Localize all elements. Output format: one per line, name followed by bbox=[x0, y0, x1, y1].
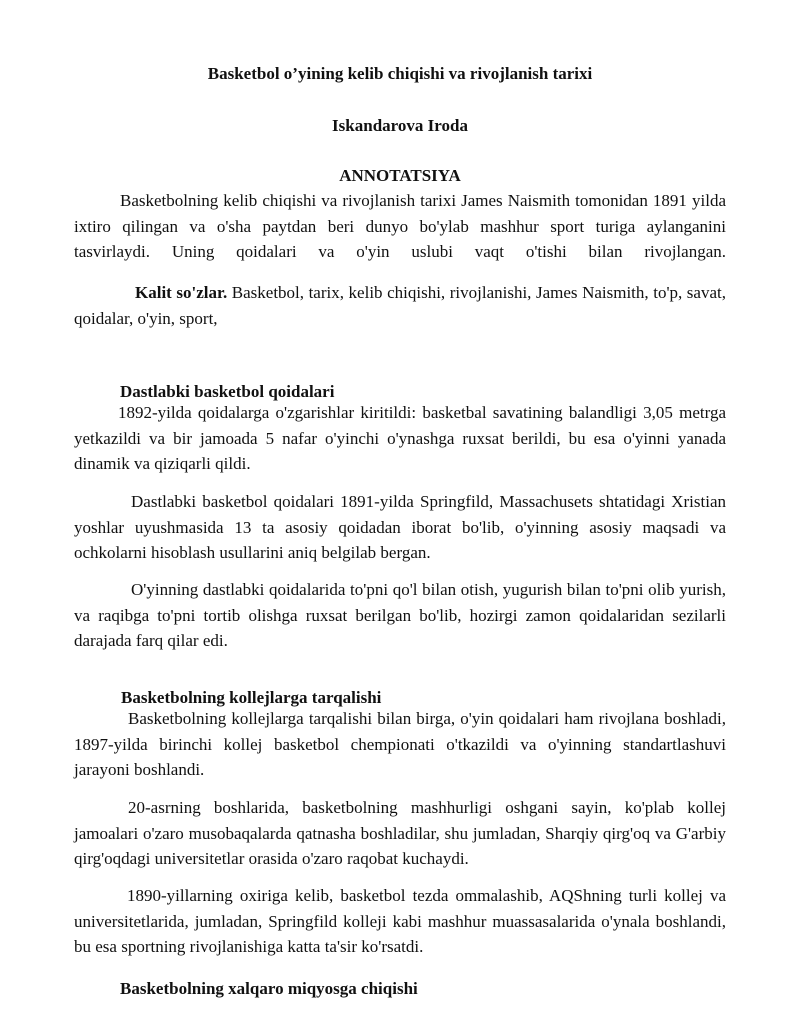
section-heading: Basketbolning kollejlarga tarqalishi bbox=[121, 688, 382, 707]
keywords-label: Kalit so'zlar. bbox=[135, 283, 228, 302]
keywords-paragraph bbox=[74, 280, 726, 331]
section-paragraph: 1892-yilda qoidalarga o'zgarishlar kiritildi: basketbal savatining balandligi 3,05 metrga yetkazildi va bir jamoada 5 nafar o'yinchi o'ynashga ruxsat berildi, bu esa o'yinni yanada dinamik va qiziqarli qildi. bbox=[74, 403, 726, 473]
abstract-text: Basketbolning kelib chiqishi va rivojlanish tarixi James Naismith tomonidan 1891 yilda ixtiro qilingan va o'sha paytdan beri dunyo bo'ylab mashhur sport turiga aylanganini tasvirlaydi. Uning qoidalari va o'yin uslubi vaqt o'tishi bilan rivojlangan. bbox=[74, 191, 726, 261]
section-paragraph: O'yinning dastlabki qoidalarida to'pni qo'l bilan otish, yugurish bilan to'pni olib yurish, va raqibga to'pni tortib olishga ruxsat berilgan bo'lib, hozirgi zamon qoidalaridan sezilarli darajada farq qilar edi. bbox=[74, 580, 726, 650]
section-paragraph: Basketbolning kollejlarga tarqalishi bilan birga, o'yin qoidalari ham rivojlana boshladi, 1897-yilda birinchi kollej basketbol chempionati o'tkazildi va o'yinning standartlashuvi jarayoni boshlandi. bbox=[74, 709, 726, 779]
document-title: Basketbol o’yining kelib chiqishi va rivojlanish tarixi bbox=[207, 64, 593, 83]
section-paragraph: Dastlabki basketbol qoidalari 1891-yilda Springfild, Massachusets shtatidagi Xristian yoshlar uyushmasida 13 ta asosiy qoidadan iborat bo'lib, o'yinning asosiy maqsadi va ochkolarni hisoblash usullarini aniq belgilab bergan. bbox=[74, 492, 726, 562]
keywords-text: Basketbol, tarix, kelib chiqishi, rivojlanishi, James Naismith, to'p, savat, qoidalar, o'yin, sport, bbox=[74, 283, 726, 328]
section-paragraph: 1890-yillarning oxiriga kelib, basketbol tezda ommalashib, AQShning turli kollej va universitetlarida, jumladan, Springfild kolleji kabi mashhur muassasalarida o'ynala boshlandi, bu esa sportning rivojlanishiga katta ta'sir ko'rsatdi. bbox=[74, 886, 726, 956]
abstract-heading: ANNOTATSIYA bbox=[339, 166, 461, 185]
section-heading: Basketbolning xalqaro miqyosga chiqishi bbox=[120, 979, 418, 998]
author-name: Iskandarova Iroda bbox=[332, 116, 468, 135]
section-paragraph: 20-asrning boshlarida, basketbolning mashhurligi oshgani sayin, ko'plab kollej jamoalari o'zaro musobaqalarda qatnasha boshladilar, shu jumladan, Sharqiy qirg'oq va G'arbiy qirg'oqdagi universitetlar orasida o'zaro raqobat kuchaydi. bbox=[74, 798, 726, 868]
section-heading: Dastlabki basketbol qoidalari bbox=[120, 382, 335, 401]
